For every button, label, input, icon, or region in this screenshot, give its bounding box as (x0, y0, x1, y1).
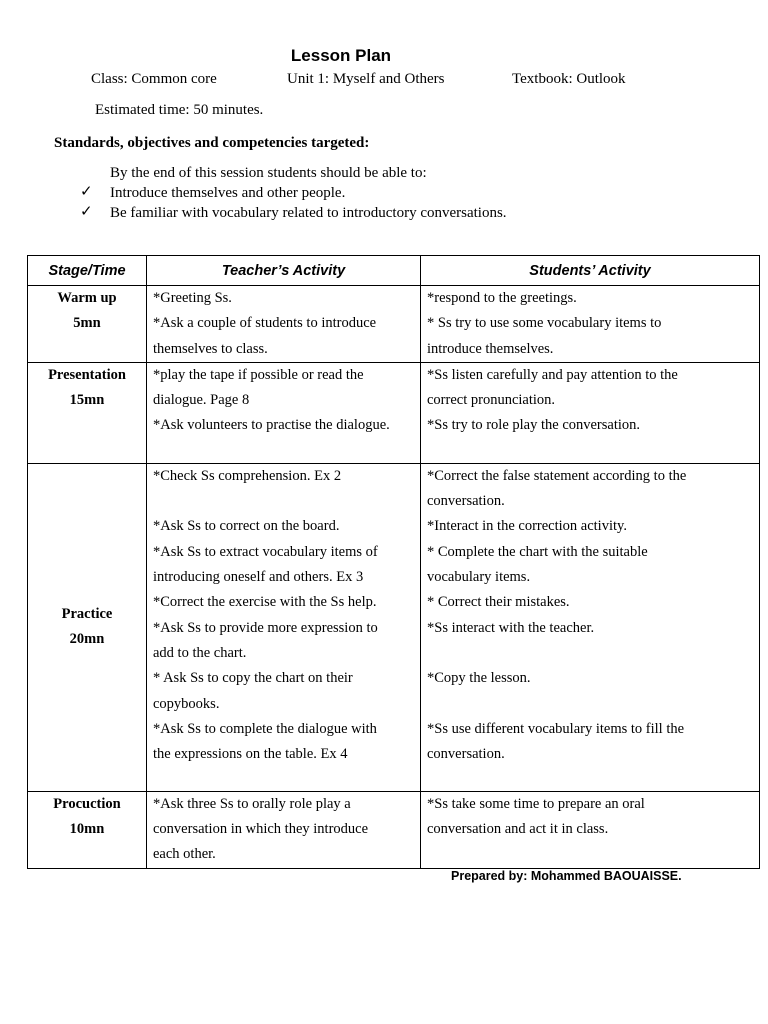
activity-line: *Ss try to role play the conversation. (427, 417, 641, 434)
stage-cell (28, 791, 147, 868)
activity-line: *Ask Ss to provide more expression to (153, 619, 378, 636)
page-title: Lesson Plan (290, 46, 392, 65)
stage-time: 15mn (69, 392, 105, 409)
activity-line: *Ask three Ss to orally role play a (153, 795, 351, 812)
activity-line: *Ask Ss to extract vocabulary items of (153, 543, 378, 560)
students-activity-cell (421, 286, 760, 363)
activity-line: *Check Ss comprehension. Ex 2 (153, 467, 342, 484)
activity-line: *Ss take some time to prepare an oral (427, 795, 645, 812)
activity-line: *Correct the exercise with the Ss help. (153, 594, 377, 611)
lesson-plan-table (27, 255, 760, 869)
stage-name: Presentation (48, 366, 126, 383)
class-info: Class: Common core (91, 71, 217, 87)
students-activity-cell (421, 463, 760, 791)
activity-line: *Ask Ss to complete the dialogue with (153, 720, 377, 737)
unit-info: Unit 1: Myself and Others (287, 71, 445, 87)
stage-name: Practice (61, 606, 113, 623)
stage-cell (28, 362, 147, 463)
activity-line: conversation. (427, 493, 505, 510)
checkmark-icon: ✓ (80, 204, 93, 220)
table-row (28, 463, 760, 791)
table-header-row (28, 256, 760, 286)
objective-text: Introduce themselves and other people. (110, 185, 346, 201)
activity-line: introduce themselves. (427, 340, 554, 357)
header-students-activity: Students’ Activity (421, 256, 760, 286)
checkmark-icon: ✓ (80, 184, 93, 200)
stage-cell (28, 463, 147, 791)
activity-line: * Correct their mistakes. (427, 594, 570, 611)
table-row (28, 286, 760, 363)
activity-line: introducing oneself and others. Ex 3 (153, 569, 364, 586)
activity-line: copybooks. (153, 695, 220, 712)
stage-time: 5mn (73, 315, 101, 332)
objectives-intro: By the end of this session students should be able to: (110, 165, 427, 181)
stage-time: 10mn (69, 821, 105, 838)
activity-line: *respond to the greetings. (427, 290, 577, 306)
textbook-info: Textbook: Outlook (512, 71, 626, 87)
activity-line: *Ss listen carefully and pay attention to the (427, 366, 678, 383)
activity-line: the expressions on the table. Ex 4 (153, 746, 348, 763)
stage-cell (28, 286, 147, 363)
stage-name: Warm up (57, 290, 117, 306)
activity-line: *Ss interact with the teacher. (427, 619, 595, 636)
students-activity-cell (421, 362, 760, 463)
teacher-activity-cell (147, 463, 421, 791)
prepared-by: Prepared by: Mohammed BAOUAISSE. (451, 869, 682, 883)
activity-line: *Copy the lesson. (427, 670, 531, 687)
activity-line: *Ss use different vocabulary items to fill the (427, 720, 685, 737)
activity-line: *play the tape if possible or read the (153, 366, 364, 383)
activity-line (153, 489, 420, 514)
activity-line: conversation in which they introduce (153, 821, 369, 838)
activity-line: *Ask Ss to correct on the board. (153, 518, 340, 535)
activity-line: *Ask a couple of students to introduce (153, 315, 377, 332)
activity-line: themselves to class. (153, 340, 268, 357)
objective-text: Be familiar with vocabulary related to introductory conversations. (110, 205, 507, 221)
activity-line: conversation and act it in class. (427, 821, 609, 838)
objectives-list (80, 184, 507, 224)
header-teacher-activity: Teacher’s Activity (147, 256, 421, 286)
estimated-time: Estimated time: 50 minutes. (95, 102, 264, 118)
activity-line: * Ask Ss to copy the chart on their (153, 670, 353, 687)
activity-line: * Ss try to use some vocabulary items to (427, 315, 662, 332)
activity-line (427, 641, 759, 666)
teacher-activity-cell (147, 791, 421, 868)
activity-line (427, 692, 759, 717)
objective-item (80, 204, 507, 224)
activity-line: conversation. (427, 746, 505, 763)
teacher-activity-cell (147, 362, 421, 463)
activity-line: *Interact in the correction activity. (427, 518, 627, 535)
activity-line: each other. (153, 846, 216, 863)
activity-line: * Complete the chart with the suitable (427, 543, 648, 560)
activity-line: dialogue. Page 8 (153, 392, 250, 409)
activity-line: vocabulary items. (427, 569, 531, 586)
table-row (28, 791, 760, 868)
activity-line: *Correct the false statement according to the (427, 467, 687, 484)
activity-line: *Greeting Ss. (153, 290, 232, 306)
stage-name: Procuction (53, 795, 121, 812)
activity-line: correct pronunciation. (427, 392, 556, 409)
objective-item (80, 184, 507, 204)
standards-heading: Standards, objectives and competencies targeted: (54, 135, 370, 151)
teacher-activity-cell (147, 286, 421, 363)
table-row (28, 362, 760, 463)
students-activity-cell (421, 791, 760, 868)
stage-time: 20mn (69, 631, 105, 648)
activity-line: add to the chart. (153, 644, 247, 661)
header-stage-time: Stage/Time (28, 256, 147, 286)
activity-line: *Ask volunteers to practise the dialogue. (153, 417, 390, 434)
